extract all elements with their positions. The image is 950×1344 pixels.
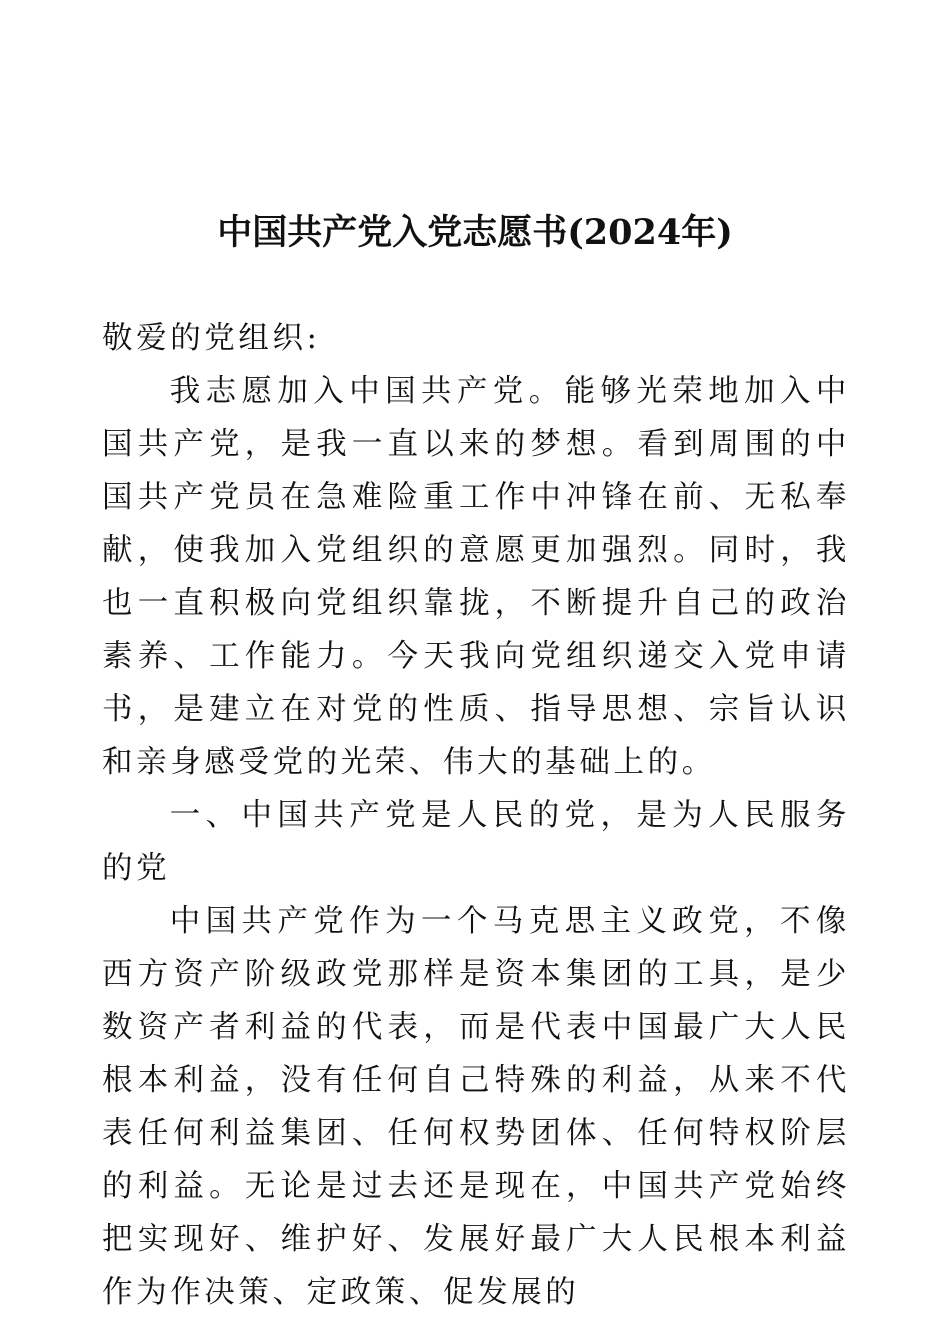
document-title: 中国共产党入党志愿书(2024年) xyxy=(217,212,733,253)
paragraph-intro: 我志愿加入中国共产党。能够光荣地加入中国共产党，是我一直以来的梦想。看到周围的中国共产党员在急难险重工作中冲锋在前、无私奉献，使我加入党组织的意愿更加强烈。同时，我也一直积极向党组织靠拢，不断提升自己的政治素养、工作能力。今天我向党组织递交入党申请书，是建立在对党的性质、指导思想、宗旨认识和亲身感受党的光荣、伟大的基础上的。 xyxy=(102,374,850,780)
section-heading-1: 一、中国共产党是人民的党，是为人民服务的党 xyxy=(102,798,850,886)
salutation: 敬爱的党组织: xyxy=(102,321,321,356)
document-body xyxy=(102,312,850,1319)
paragraph-section-1: 中国共产党作为一个马克思主义政党，不像西方资产阶级政党那样是资本集团的工具，是少数资产者利益的代表，而是代表中国最广大人民根本利益，没有任何自己特殊的利益，从来不代表任何利益集团、任何权势团体、任何特权阶层的利益。无论是过去还是现在，中国共产党始终把实现好、维护好、发展好最广大人民根本利益作为作决策、定政策、促发展的 xyxy=(102,904,850,1310)
